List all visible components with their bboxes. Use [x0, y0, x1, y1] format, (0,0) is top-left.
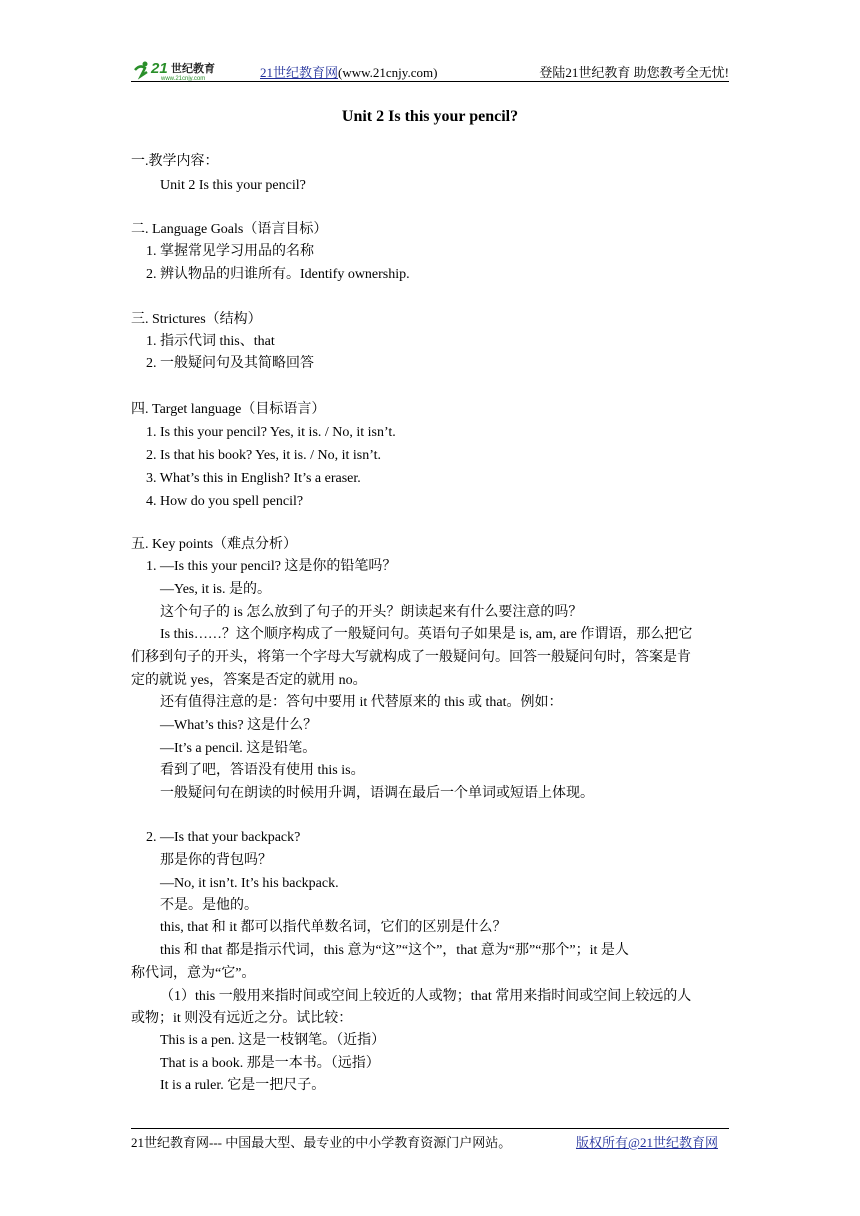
- footer-divider: [131, 1128, 729, 1129]
- list-item: 2. 辨认物品的归谁所有。Identify ownership.: [146, 267, 410, 282]
- text-line: 称代词，意为“它”。: [131, 966, 256, 981]
- text-line: 一般疑问句在朗读的时候用升调，语调在最后一个单词或短语上体现。: [160, 786, 594, 801]
- text-line: 这个句子的 is 怎么放到了句子的开头？朗读起来有什么要注意的吗？: [160, 605, 583, 620]
- section-heading-2: 二. Language Goals（语言目标）: [131, 222, 328, 237]
- text-line: （1）this 一般用来指时间或空间上较近的人或物；that 常用来指时间或空间上较远的人: [160, 989, 692, 1004]
- footer-copyright-link[interactable]: 版权所有@21世纪教育网: [576, 1135, 718, 1150]
- list-item: 1. Is this your pencil? Yes, it is. / No, it isn’t.: [146, 425, 396, 440]
- list-item: 2. 一般疑问句及其简略回答: [146, 356, 314, 371]
- text-line: this 和 that 都是指示代词，this 意为“这”“这个”，that 意为“那”“那个”；it 是人: [160, 943, 629, 958]
- text-line: —Yes, it is. 是的。: [160, 582, 271, 597]
- page-header: [131, 58, 729, 82]
- text-line: this, that 和 it 都可以指代单数名词，它们的区别是什么？: [160, 920, 507, 935]
- text-line: 们移到句子的开头，将第一个字母大写就构成了一般疑问句。回答一般疑问句时，答案是肯: [131, 650, 691, 665]
- section-heading-1: 一.教学内容：: [131, 154, 219, 169]
- text-line: Unit 2 Is this your pencil?: [160, 178, 306, 193]
- section-heading-4: 四. Target language（目标语言）: [131, 402, 326, 417]
- text-line: 定的就说 yes，答案是否定的就用 no。: [131, 673, 367, 688]
- text-line: That is a book. 那是一本书。（远指）: [160, 1056, 380, 1071]
- text-line: 看到了吧，答语没有使用 this is。: [160, 763, 365, 778]
- text-line: This is a pen. 这是一枝钢笔。（近指）: [160, 1033, 386, 1048]
- text-line: 1. —Is this your pencil? 这是你的铅笔吗？: [146, 559, 397, 574]
- list-item: 4. How do you spell pencil?: [146, 494, 304, 509]
- text-line: —It’s a pencil. 这是铅笔。: [160, 741, 317, 756]
- text-line: It is a ruler. 它是一把尺子。: [160, 1078, 326, 1093]
- text-line: 还有值得注意的是：答句中要用 it 代替原来的 this 或 that。例如：: [160, 695, 563, 710]
- header-site-url: (www.21cnjy.com): [338, 65, 438, 80]
- svg-text:www.21cnjy.com: www.21cnjy.com: [161, 76, 206, 82]
- text-line: 或物；it 则没有远近之分。试比较：: [131, 1011, 353, 1026]
- header-site: [260, 62, 437, 81]
- text-line: —No, it isn’t. It’s his backpack.: [160, 876, 339, 891]
- list-item: 1. 指示代词 this、that: [146, 334, 275, 349]
- section-heading-3: 三. Strictures（结构）: [131, 312, 262, 327]
- section-heading-5: 五. Key points（难点分析）: [131, 537, 298, 552]
- svg-text:21: 21: [151, 60, 168, 77]
- text-line: 2. —Is that your backpack?: [146, 830, 301, 845]
- page-title: Unit 2 Is this your pencil?: [341, 108, 519, 125]
- svg-text:世纪教育: 世纪教育: [171, 62, 215, 75]
- list-item: 3. What’s this in English? It’s a eraser.: [146, 471, 361, 486]
- header-divider: [131, 81, 729, 82]
- header-slogan: 登陆21世纪教育 助您教考全无忧!: [539, 65, 729, 80]
- text-line: —What’s this? 这是什么？: [160, 718, 318, 733]
- text-line: 那是你的背包吗？: [160, 853, 272, 868]
- site-logo-icon: [131, 58, 241, 82]
- footer-text: 21世纪教育网--- 中国最大型、最专业的中小学教育资源门户网站。: [131, 1135, 512, 1150]
- text-line: Is this……？这个顺序构成了一般疑问句。英语句子如果是 is, am, are 作谓语，那么把它: [160, 627, 693, 642]
- list-item: 2. Is that his book? Yes, it is. / No, it isn’t.: [146, 448, 382, 463]
- list-item: 1. 掌握常见学习用品的名称: [146, 244, 314, 259]
- text-line: 不是。是他的。: [160, 898, 258, 913]
- header-site-link[interactable]: 21世纪教育网: [260, 65, 339, 80]
